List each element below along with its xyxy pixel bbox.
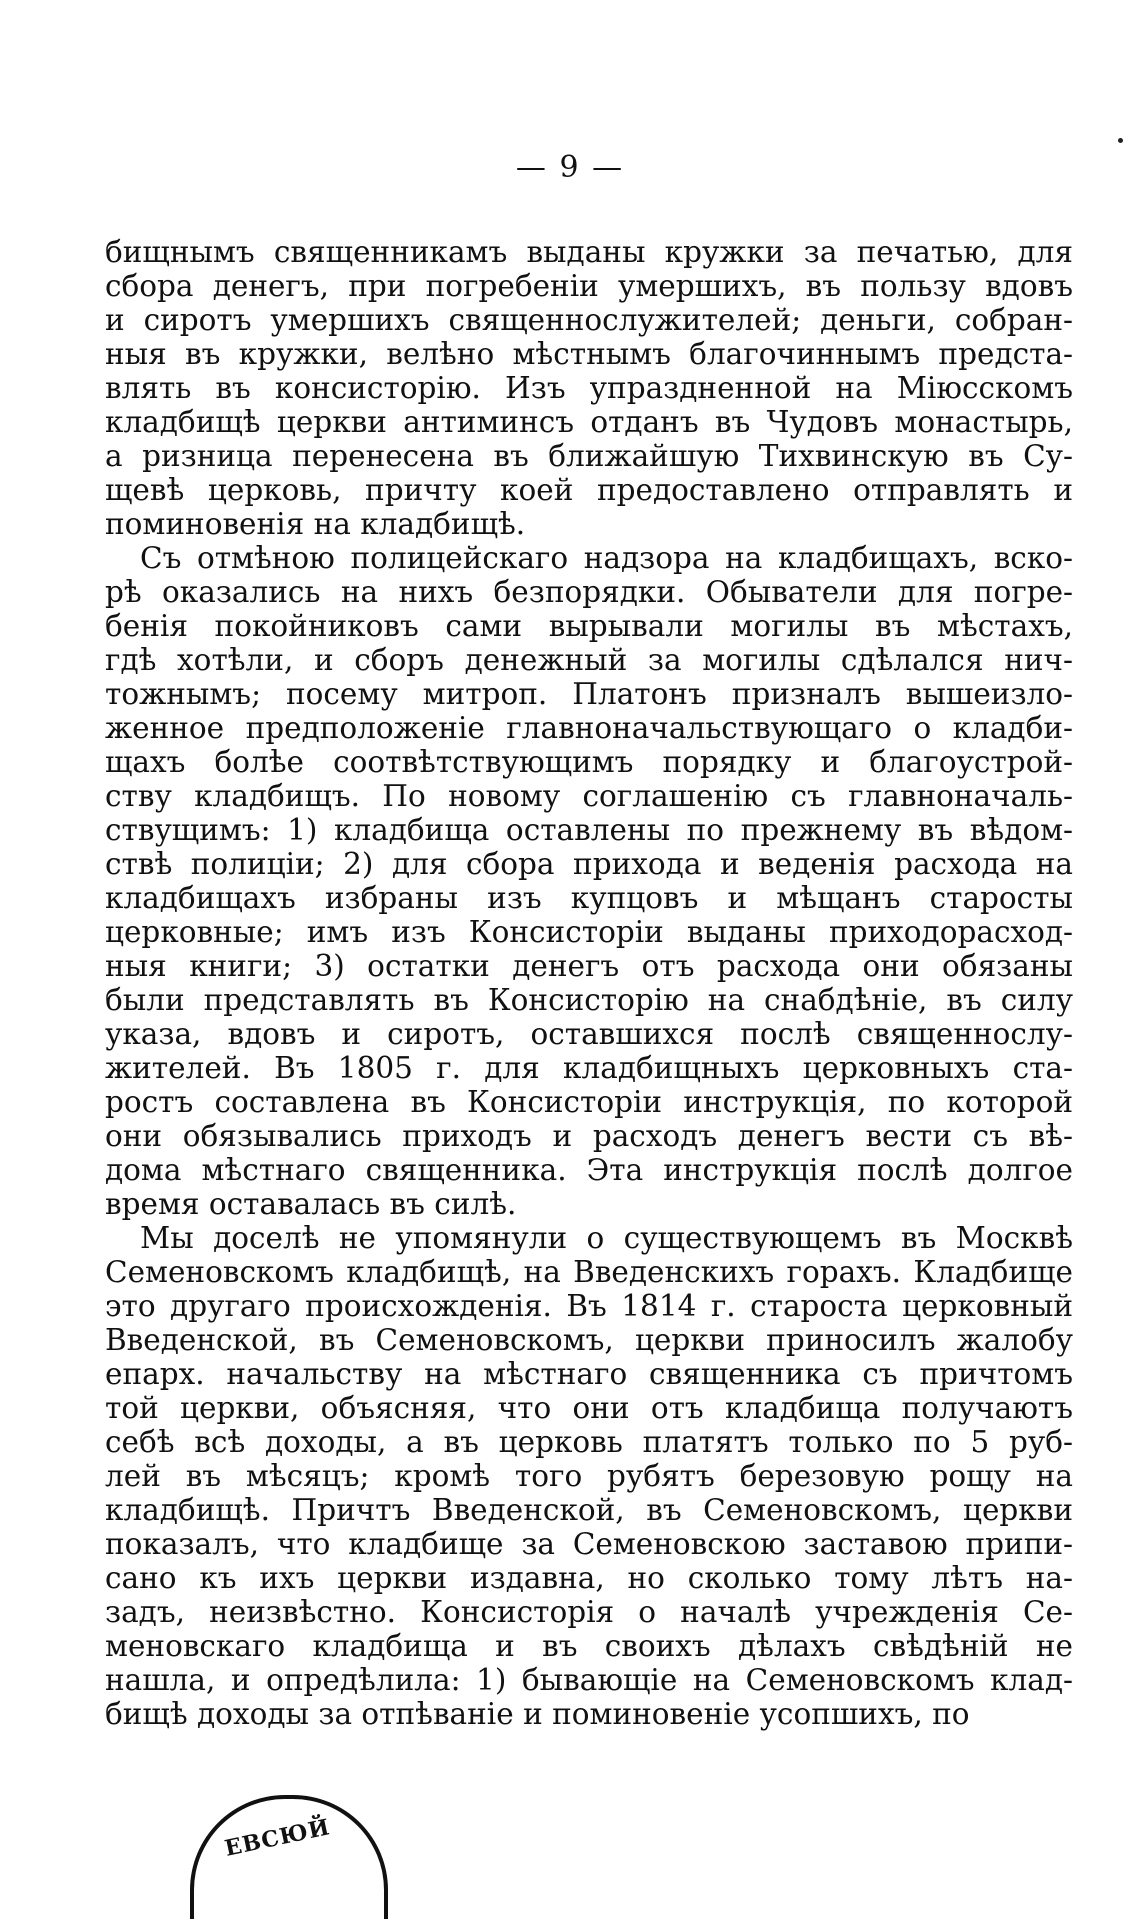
text-line: а ризница перенесена въ ближайшую Тихвинскую въ Су- <box>105 439 1073 473</box>
text-line: щевѣ церковь, причту коей предоставлено отправлять и <box>105 473 1073 507</box>
text-line: Семеновскомъ кладбищѣ, на Введенскихъ горахъ. Кладбище <box>105 1255 1073 1289</box>
text-line: показалъ, что кладбище за Семеновскою заставою припи- <box>105 1527 1073 1561</box>
stamp-text: ЕВСЮЙ <box>222 1814 333 1862</box>
library-stamp <box>190 1795 388 1919</box>
text-line: бенія покойниковъ сами вырывали могилы въ мѣстахъ, <box>105 609 1073 643</box>
text-line: это другаго происхожденія. Въ 1814 г. староста церковный <box>105 1289 1073 1323</box>
text-line: ныя въ кружки, велѣно мѣстнымъ благочиннымъ предста- <box>105 337 1073 371</box>
text-line: и сиротъ умершихъ священнослужителей; деньги, собран- <box>105 303 1073 337</box>
text-line: указа, вдовъ и сиротъ, оставшихся послѣ священнослу- <box>105 1017 1073 1051</box>
text-line: Съ отмѣною полицейскаго надзора на кладбищахъ, вско- <box>140 541 1073 575</box>
text-line: кладбищѣ церкви антиминсъ отданъ въ Чудовъ монастырь, <box>105 405 1073 439</box>
text-line: ству кладбищъ. По новому соглашенію съ главноначаль- <box>105 779 1073 813</box>
text-line: церковные; имъ изъ Консисторіи выданы приходорасход- <box>105 915 1073 949</box>
text-line: себѣ всѣ доходы, а въ церковь платятъ только по 5 руб- <box>105 1425 1073 1459</box>
text-line: сано къ ихъ церкви издавна, но сколько тому лѣтъ на- <box>105 1561 1073 1595</box>
text-line: кладбищахъ избраны изъ купцовъ и мѣщанъ старосты <box>105 881 1073 915</box>
text-line: меновскаго кладбища и въ своихъ дѣлахъ свѣдѣній не <box>105 1629 1073 1663</box>
text-line: бищнымъ священникамъ выданы кружки за печатью, для <box>105 235 1073 269</box>
text-line: тожнымъ; посему митроп. Платонъ призналъ вышеизло- <box>105 677 1073 711</box>
text-line: ствущимъ: 1) кладбища оставлены по прежнему въ вѣдом- <box>105 813 1073 847</box>
text-line: поминовенія на кладбищѣ. <box>105 507 526 541</box>
body-text <box>105 235 1073 1731</box>
speck <box>1118 138 1123 143</box>
text-line: женное предположеніе главноначальствующаго о кладби- <box>105 711 1073 745</box>
text-line: они обязывались приходъ и расходъ денегъ вести съ вѣ- <box>105 1119 1073 1153</box>
text-line: Мы доселѣ не упомянули о существующемъ въ Москвѣ <box>140 1221 1073 1255</box>
text-line: время оставалась въ силѣ. <box>105 1187 517 1221</box>
text-line: рѣ оказались на нихъ безпорядки. Обыватели для погре- <box>105 575 1073 609</box>
text-line: были представлять въ Консисторію на снабдѣніе, въ силу <box>105 983 1073 1017</box>
text-line: щахъ болѣе соотвѣтствующимъ порядку и благоустрой- <box>105 745 1073 779</box>
text-line: нашла, и опредѣлила: 1) бывающіе на Семеновскомъ клад- <box>105 1663 1073 1697</box>
text-line: кладбищѣ. Причтъ Введенской, въ Семеновскомъ, церкви <box>105 1493 1073 1527</box>
text-line: дома мѣстнаго священника. Эта инструкція послѣ долгое <box>105 1153 1073 1187</box>
text-line: ростъ составлена въ Консисторіи инструкція, по которой <box>105 1085 1073 1119</box>
text-line: ствѣ полиціи; 2) для сбора прихода и веденія расхода на <box>105 847 1073 881</box>
text-line: ныя книги; 3) остатки денегъ отъ расхода они обязаны <box>105 949 1073 983</box>
page-number: — 9 — <box>515 150 625 185</box>
text-line: епарх. начальству на мѣстнаго священника съ причтомъ <box>105 1357 1073 1391</box>
text-line: лей въ мѣсяцъ; кромѣ того рубятъ березовую рощу на <box>105 1459 1073 1493</box>
text-line: гдѣ хотѣли, и сборъ денежный за могилы сдѣлался нич- <box>105 643 1073 677</box>
text-line: Введенской, въ Семеновскомъ, церкви приносилъ жалобу <box>105 1323 1073 1357</box>
text-line: сбора денегъ, при погребеніи умершихъ, въ пользу вдовъ <box>105 269 1073 303</box>
text-line: задъ, неизвѣстно. Консисторія о началѣ учрежденія Се- <box>105 1595 1073 1629</box>
text-line: той церкви, объясняя, что они отъ кладбища получаютъ <box>105 1391 1073 1425</box>
text-line: жителей. Въ 1805 г. для кладбищныхъ церковныхъ ста- <box>105 1051 1073 1085</box>
text-line: бищѣ доходы за отпѣваніе и поминовеніе усопшихъ, по <box>105 1697 970 1731</box>
text-line: влять въ консисторію. Изъ упраздненной на Міюсскомъ <box>105 371 1073 405</box>
